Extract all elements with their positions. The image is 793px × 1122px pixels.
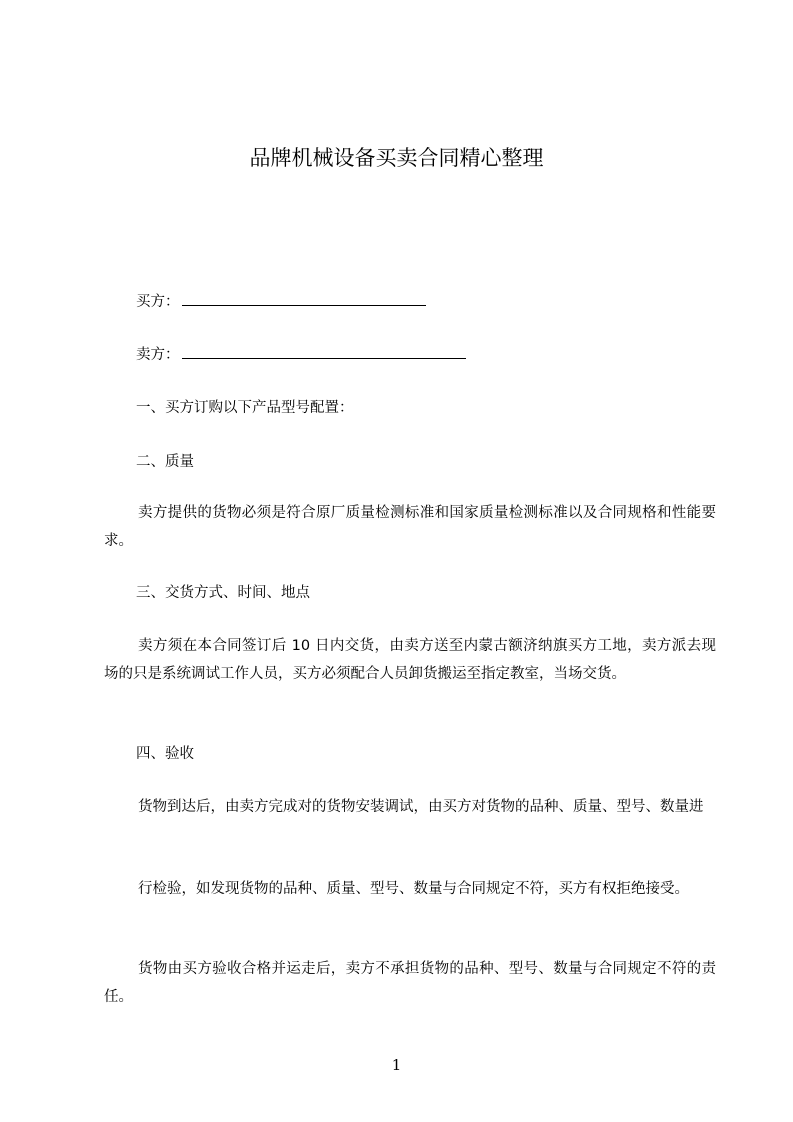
buyer-line	[136, 291, 426, 312]
paragraph: 货物到达后，由卖方完成对的货物安装调试，由买方对货物的品种、质量、型号、数量进	[138, 799, 704, 815]
seller-blank	[182, 344, 466, 359]
section-heading: 三、交货方式、时间、地点	[136, 585, 310, 601]
buyer-label: 买方：	[136, 294, 180, 310]
paragraph: 卖方须在本合同签订后 10 日内交货，由卖方送至内蒙古额济纳旗买方工地，卖方派去现场的只是系统调试工作人员，买方必须配合人员卸货搬运至指定教室，当场交货。	[104, 638, 716, 682]
document-title: 品牌机械设备买卖合同精心整理	[249, 146, 544, 170]
paragraph: 行检验，如发现货物的品种、质量、型号、数量与合同规定不符，买方有权拒绝接受。	[138, 881, 689, 897]
section-heading: 二、质量	[136, 454, 194, 470]
seller-label: 卖方：	[136, 347, 180, 363]
page-number: 1	[391, 1056, 402, 1074]
section-heading: 一、买方订购以下产品型号配置：	[136, 400, 354, 416]
paragraph: 卖方提供的货物必须是符合原厂质量检测标准和国家质量检测标准以及合同规格和性能要求。	[104, 505, 716, 549]
seller-line	[136, 344, 466, 365]
section-heading: 四、验收	[136, 746, 194, 762]
paragraph: 货物由买方验收合格并运走后，卖方不承担货物的品种、型号、数量与合同规定不符的责任。	[104, 961, 716, 1005]
buyer-blank	[182, 291, 426, 306]
